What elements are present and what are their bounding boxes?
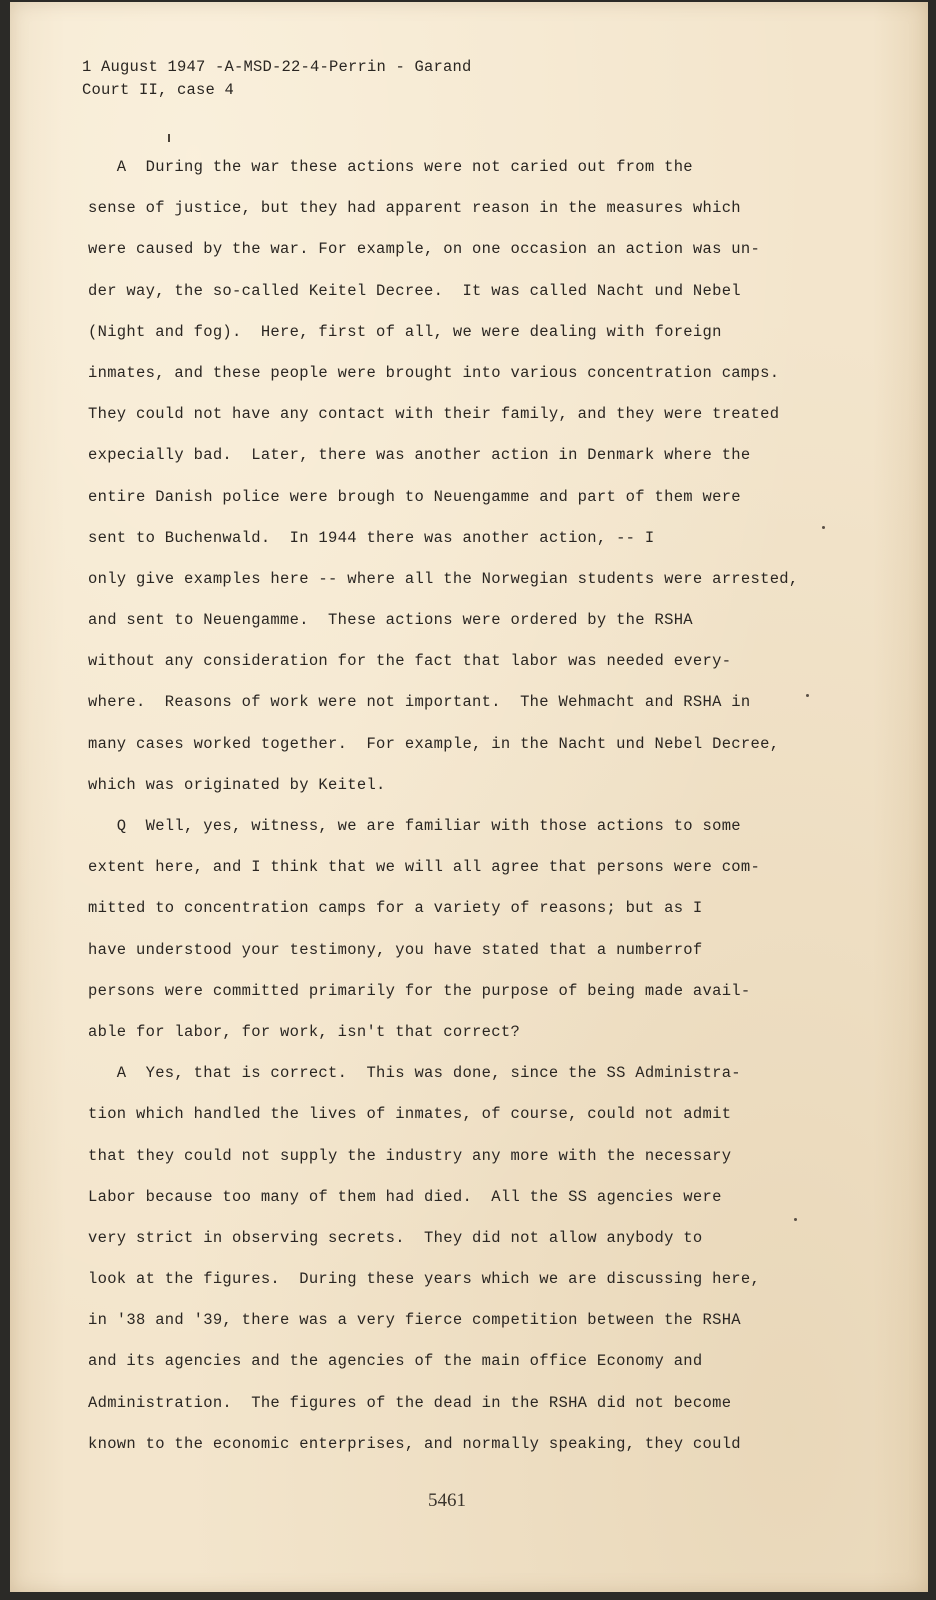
- transcript-line: A During the war these actions were not caried out from the: [88, 158, 693, 176]
- transcript-line: known to the economic enterprises, and normally speaking, they could: [88, 1434, 741, 1453]
- header-date-reference: 1 August 1947 -A-MSD-22-4-Perrin - Garand: [82, 58, 472, 76]
- ink-speck: [806, 694, 809, 697]
- transcript-line: der way, the so-called Keitel Decree. It was called Nacht und Nebel: [88, 281, 741, 300]
- transcript-line: tion which handled the lives of inmates, of course, could not admit: [88, 1105, 732, 1124]
- transcript-line: where. Reasons of work were not important. The Wehmacht and RSHA in: [88, 693, 751, 712]
- transcript-line: sense of justice, but they had apparent reason in the measures which: [88, 199, 741, 218]
- document-page: [10, 2, 928, 1592]
- transcript-line: extent here, and I think that we will all agree that persons were com-: [88, 858, 761, 877]
- margin-mark: [168, 134, 170, 142]
- transcript-line: sent to Buchenwald. In 1944 there was another action, -- I: [88, 528, 655, 547]
- transcript-line: A Yes, that is correct. This was done, since the SS Administra-: [88, 1064, 741, 1083]
- transcript-line: and its agencies and the agencies of the main office Economy and: [88, 1352, 703, 1371]
- transcript-line: Administration. The figures of the dead in the RSHA did not become: [88, 1393, 732, 1412]
- transcript-line: (Night and fog). Here, first of all, we were dealing with foreign: [88, 322, 722, 341]
- transcript-line: that they could not supply the industry any more with the necessary: [88, 1146, 732, 1165]
- transcript-line: mitted to concentration camps for a variety of reasons; but as I: [88, 899, 703, 918]
- transcript-line: many cases worked together. For example, in the Nacht und Nebel Decree,: [88, 734, 780, 753]
- transcript-line: entire Danish police were brough to Neuengamme and part of them were: [88, 487, 741, 506]
- transcript-line: have understood your testimony, you have stated that a numberrof: [88, 940, 703, 959]
- transcript-line: expecially bad. Later, there was another action in Denmark where the: [88, 446, 751, 465]
- transcript-line: Q Well, yes, witness, we are familiar with those actions to some: [88, 817, 741, 835]
- transcript-line: persons were committed primarily for the purpose of being made avail-: [88, 981, 751, 1000]
- transcript-line: Labor because too many of them had died. All the SS agencies were: [88, 1187, 722, 1206]
- page-number: 5461: [428, 1490, 466, 1511]
- transcript-line: in '38 and '39, there was a very fierce competition between the RSHA: [88, 1311, 741, 1330]
- transcript-line: look at the figures. During these years which we are discussing here,: [88, 1270, 761, 1289]
- transcript-line: able for labor, for work, isn't that correct?: [88, 1022, 521, 1041]
- header-court-case: Court II, case 4: [82, 81, 235, 99]
- transcript-line: only give examples here -- where all the Norwegian students were arrested,: [88, 569, 799, 588]
- transcript-line: inmates, and these people were brought into various concentration camps.: [88, 363, 780, 382]
- ink-speck: [822, 526, 825, 529]
- transcript-line: very strict in observing secrets. They did not allow anybody to: [88, 1228, 703, 1247]
- transcript-line: and sent to Neuengamme. These actions were ordered by the RSHA: [88, 611, 693, 630]
- transcript-line: They could not have any contact with their family, and they were treated: [88, 405, 780, 424]
- document-header: [82, 56, 472, 102]
- ink-speck: [794, 1218, 797, 1221]
- transcript-line: which was originated by Keitel.: [88, 775, 386, 794]
- transcript-line: without any consideration for the fact that labor was needed every-: [88, 652, 732, 671]
- transcript-line: were caused by the war. For example, on one occasion an action was un-: [88, 240, 761, 259]
- transcript-body: [88, 147, 848, 1465]
